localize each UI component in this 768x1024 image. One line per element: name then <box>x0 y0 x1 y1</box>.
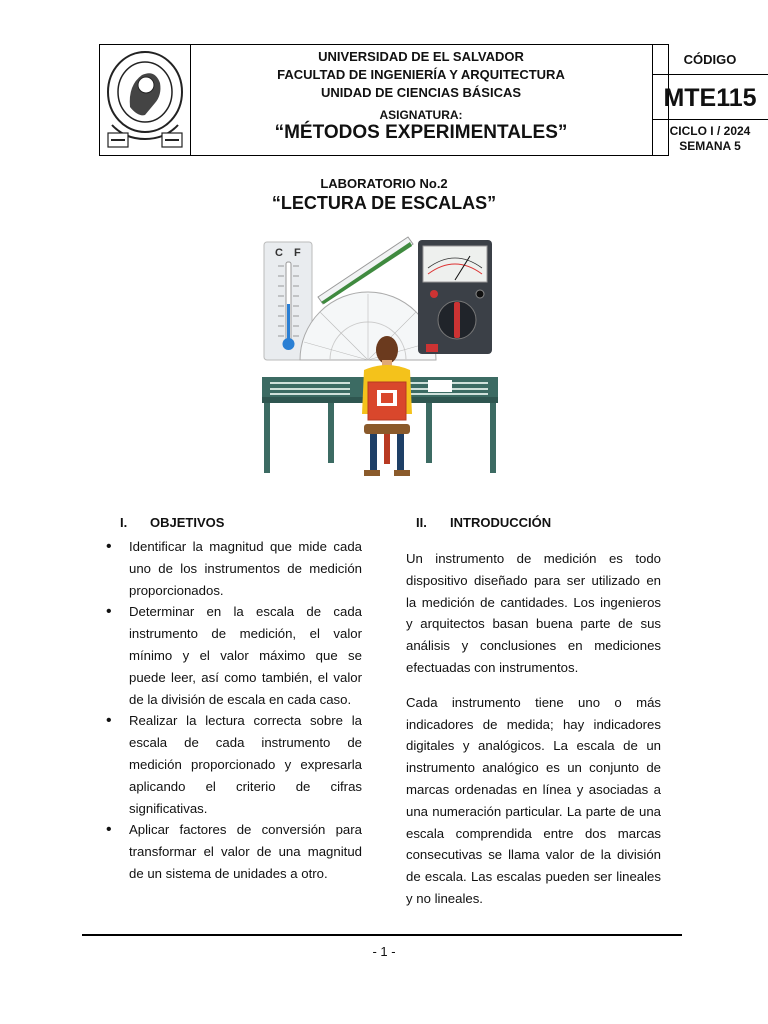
subject-label: ASIGNATURA: <box>379 108 463 122</box>
protractor-icon <box>300 292 436 360</box>
objectives-heading <box>106 512 362 536</box>
multimeter-icon <box>418 240 492 354</box>
institution-cell <box>190 45 653 155</box>
objectives-number: I. <box>120 515 128 530</box>
code-label: CÓDIGO <box>652 45 768 75</box>
document-header <box>99 44 757 156</box>
celsius-label: C <box>275 247 283 259</box>
course-code: MTE115 <box>652 75 768 120</box>
page-number: - 1 - <box>372 944 396 959</box>
introduction-title: INTRODUCCIÓN <box>450 515 552 530</box>
measurement-instruments-illustration <box>258 232 504 482</box>
faculty-name: FACULTAD DE INGENIERÍA Y ARQUITECTURA <box>277 67 565 82</box>
university-name: UNIVERSIDAD DE EL SALVADOR <box>318 49 524 64</box>
introduction-heading <box>406 512 661 536</box>
objectives-list <box>106 536 362 885</box>
introduction-paragraph-2: Cada instrumento tiene uno o más indicadores de medida; hay indicadores digitales y analógicos. La escala de un instrumento analógico es un conjunto de marcas ordenadas en línea y asociadas a una numeración particular. La parte de una escala comprendida entre dos marcas consecutivas se llama valor de la división de escala. Las escalas pueden ser lineales y no lineales. <box>406 694 661 906</box>
objectives-section <box>106 512 362 885</box>
subject-name: “MÉTODOS EXPERIMENTALES” <box>274 122 568 143</box>
unit-name: UNIDAD DE CIENCIAS BÁSICAS <box>320 85 522 100</box>
fahrenheit-label: F <box>294 247 301 259</box>
logo-cell <box>100 45 191 155</box>
objective-item: • Realizar la lectura correcta sobre la escala de cada instrumento de medición proporcionado y expresarla aplicando el criterio de cifras significativas. <box>106 710 362 819</box>
lab-title: “LECTURA DE ESCALAS” <box>271 193 497 213</box>
introduction-section <box>406 512 661 910</box>
objectives-title: OBJETIVOS <box>150 515 225 530</box>
code-cell <box>652 45 768 155</box>
lab-number: LABORATORIO No.2 <box>320 176 448 191</box>
cycle-week <box>652 120 768 156</box>
introduction-number: II. <box>416 515 427 530</box>
introduction-paragraph-1: Un instrumento de medición es todo dispositivo diseñado para ser utilizado en la medición de cantidades. Los ingenieros y arquitectos basan buena parte de sus análisis y conclusiones en mediciones efectuadas con instrumentos. <box>406 551 661 675</box>
university-seal-logo <box>100 45 190 155</box>
objective-item: • Aplicar factores de conversión para transformar el valor de una magnitud de un sistema de unidades a otro. <box>106 819 362 884</box>
footer-divider <box>82 934 682 936</box>
week-text: SEMANA 5 <box>679 139 741 153</box>
objective-item: • Determinar en la escala de cada instrumento de medición, el valor mínimo y el valor máximo que se puede leer, así como también, el valor de la división de escala en cada caso. <box>106 601 362 710</box>
cycle-text: CICLO I / 2024 <box>669 124 751 138</box>
objective-item: • Identificar la magnitud que mide cada uno de los instrumentos de medición proporcionados. <box>106 536 362 601</box>
